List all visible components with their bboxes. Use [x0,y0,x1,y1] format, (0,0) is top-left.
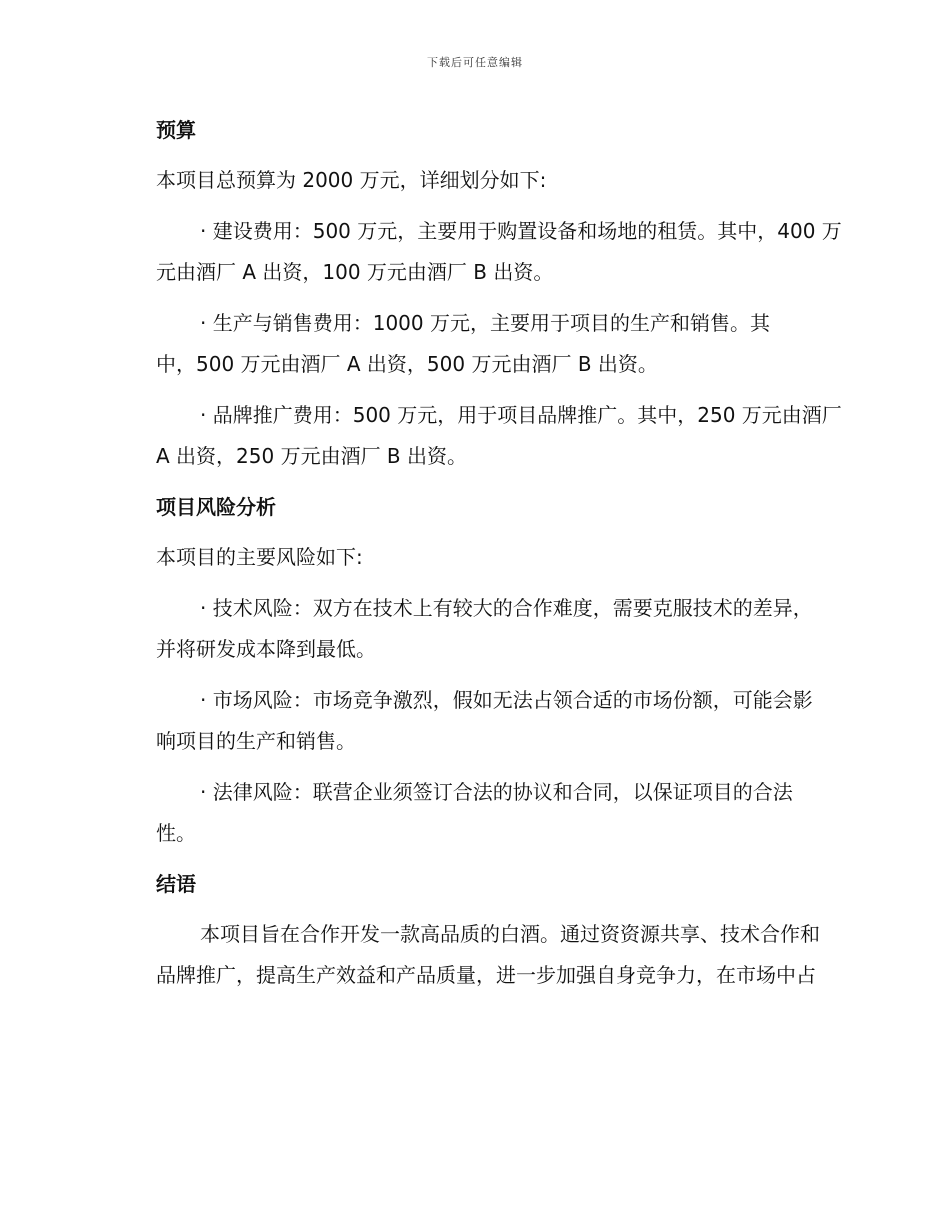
budget-item-construction [112,211,842,293]
budget-item-brand-promotion [112,395,842,477]
document-body [112,110,842,1006]
section-title-budget: 预算 [156,118,196,142]
header-note: 下载后可任意编辑 [427,56,523,69]
risk-item-line: 并将研发成本降到最低。 [156,637,376,661]
risk-item-market [112,680,838,762]
budget-intro: 本项目总预算为 2000 万元，详细划分如下: [156,168,547,192]
risk-item-line: · 法律风险：联营企业须签订合法的协议和合同，以保证项目的合法 [200,780,793,804]
risk-item-legal [112,772,838,854]
section-title-risk: 项目风险分析 [156,495,276,519]
budget-item-line: · 品牌推广费用：500 万元，用于项目品牌推广。其中，250 万元由酒厂 [200,403,842,427]
section-title-conclusion: 结语 [156,872,196,896]
conclusion-line: 品牌推广，提高生产效益和产品质量，进一步加强自身竞争力，在市场中占 [156,963,816,987]
budget-item-line: · 生产与销售费用：1000 万元，主要用于项目的生产和销售。其 [200,311,770,335]
budget-item-line: 中，500 万元由酒厂 A 出资，500 万元由酒厂 B 出资。 [156,352,658,376]
conclusion-line: 本项目旨在合作开发一款高品质的白酒。通过资资源共享、技术合作和 [200,922,820,946]
risk-item-line: · 市场风险：市场竞争激烈，假如无法占领合适的市场份额，可能会影 [200,688,813,712]
budget-item-line: · 建设费用：500 万元，主要用于购置设备和场地的租赁。其中，400 万 [200,219,842,243]
risk-item-line: · 技术风险：双方在技术上有较大的合作难度，需要克服技术的差异， [200,596,813,620]
risk-item-line: 响项目的生产和销售。 [156,729,356,753]
budget-item-line: 元由酒厂 A 出资，100 万元由酒厂 B 出资。 [156,260,554,284]
risk-item-line: 性。 [156,821,196,845]
risk-intro: 本项目的主要风险如下: [156,545,363,569]
risk-item-technical [112,588,838,670]
budget-item-line: A 出资，250 万元由酒厂 B 出资。 [156,444,468,468]
conclusion-paragraph [112,914,838,996]
budget-item-production-sales [112,303,838,385]
